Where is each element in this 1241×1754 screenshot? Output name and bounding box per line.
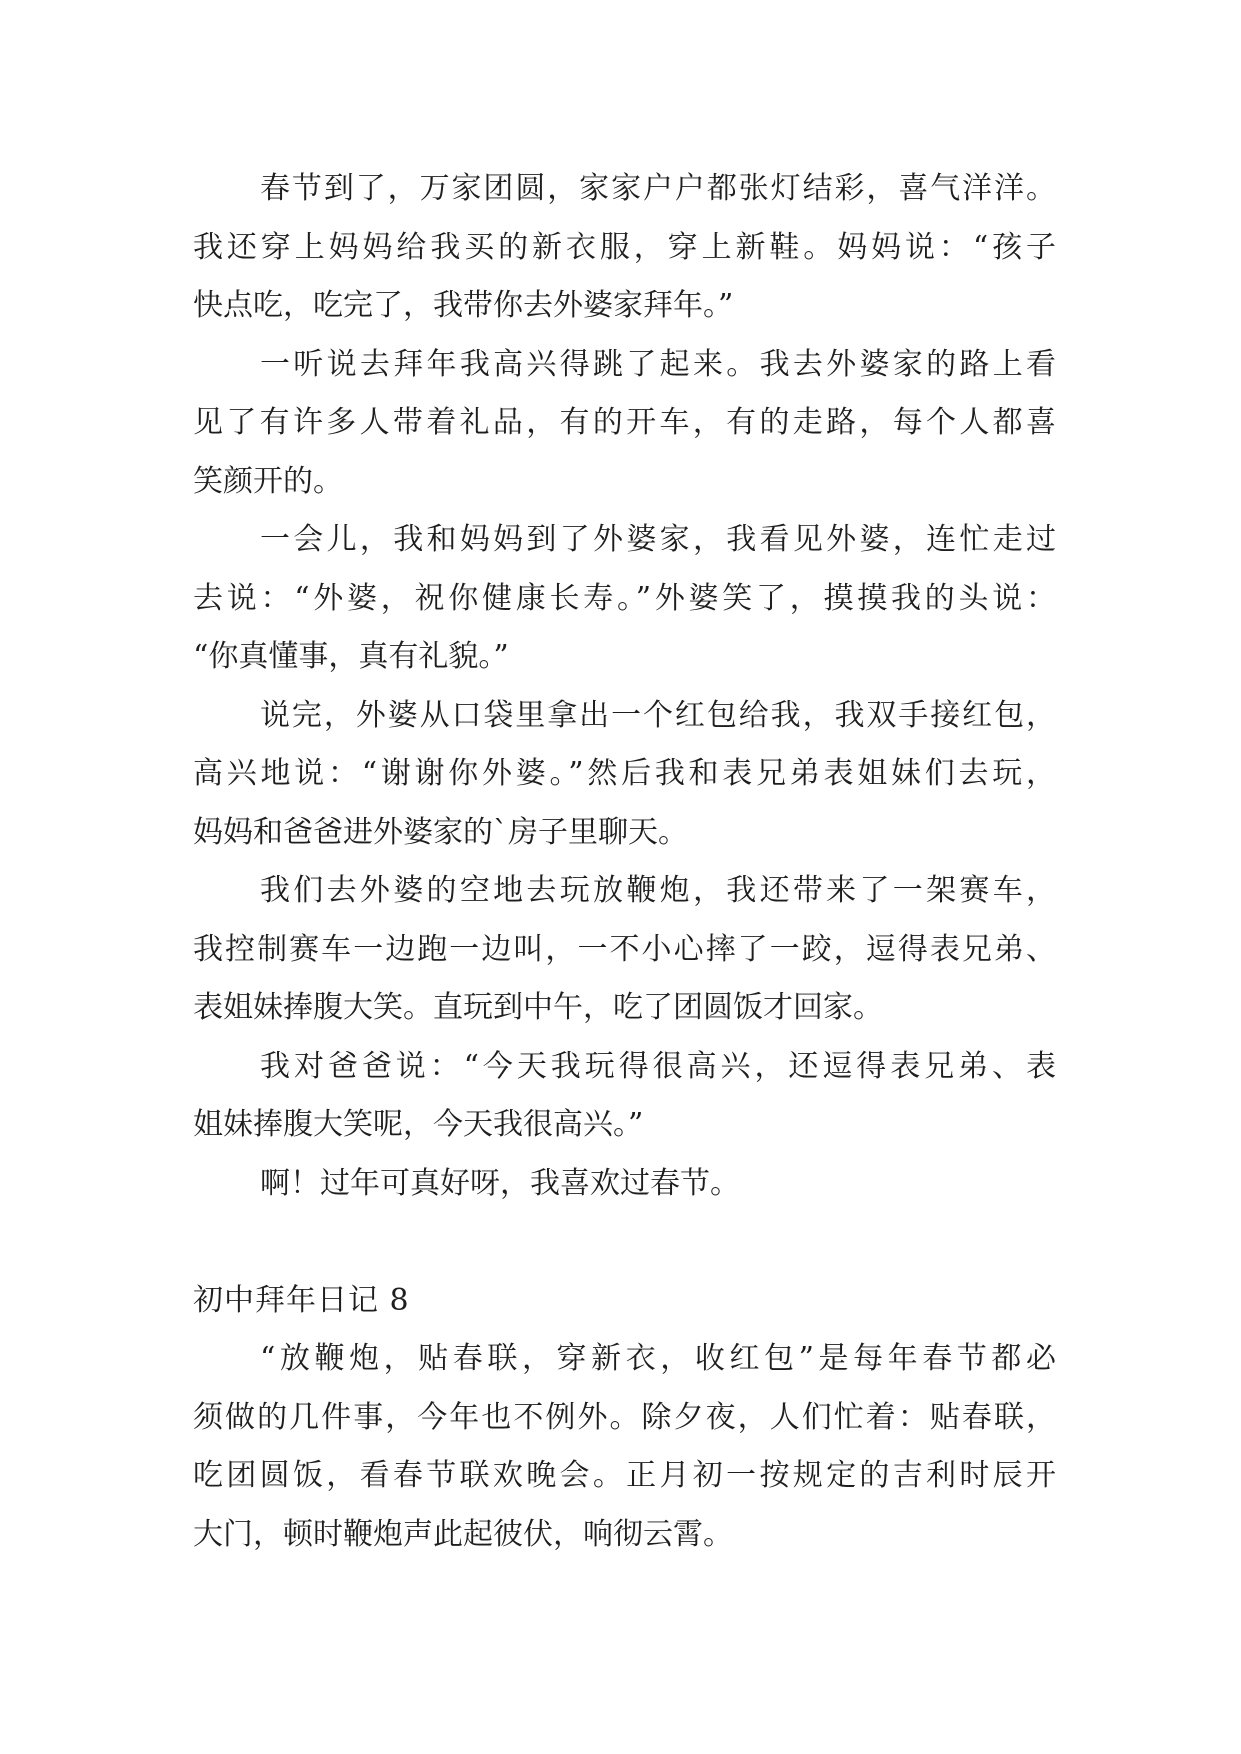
text-line: 高兴地说：“谢谢你外婆。”然后我和表兄弟表姐妹们去玩， <box>193 756 1056 791</box>
text-line: 啊！过年可真好呀，我喜欢过春节。 <box>260 1165 740 1201</box>
text-line: 快点吃，吃完了，我带你去外婆家拜年。” <box>193 288 734 323</box>
text-line: 妈妈和爸爸进外婆家的`房子里聊天。 <box>193 814 688 850</box>
paragraph <box>193 511 1056 687</box>
paragraph <box>193 336 1056 512</box>
text-line: 姐妹捧腹大笑呢，今天我很高兴。” <box>193 1107 644 1142</box>
section-title: 初中拜年日记 8 <box>193 1282 410 1318</box>
text-line: 吃团圆饭，看春节联欢晚会。正月初一按规定的吉利时辰开 <box>193 1458 1056 1493</box>
text-line: 大门，顿时鞭炮声此起彼伏，响彻云霄。 <box>193 1516 733 1552</box>
text-line: “放鞭炮，贴春联，穿新衣，收红包”是每年春节都必 <box>260 1341 1056 1376</box>
text-line: 去说：“外婆，祝你健康长寿。”外婆笑了，摸摸我的头说： <box>193 580 1056 616</box>
text-line: 我还穿上妈妈给我买的新衣服，穿上新鞋。妈妈说：“孩子 <box>193 229 1056 265</box>
text-line: 春节到了，万家团圆，家家户户都张灯结彩，喜气洋洋。 <box>260 171 1056 206</box>
text-line: 我控制赛车一边跑一边叫，一不小心摔了一跤，逗得表兄弟、 <box>193 931 1056 967</box>
text-line: 见了有许多人带着礼品，有的开车，有的走路，每个人都喜 <box>193 405 1056 440</box>
text-line: 须做的几件事，今年也不例外。除夕夜，人们忙着：贴春联， <box>193 1399 1056 1435</box>
text-line: 我对爸爸说：“今天我玩得很高兴，还逗得表兄弟、表 <box>260 1048 1056 1084</box>
text-line: 说完，外婆从口袋里拿出一个红包给我，我双手接红包， <box>260 697 1056 733</box>
paragraph <box>193 687 1056 863</box>
paragraph <box>193 1038 1056 1155</box>
paragraph <box>193 1330 1056 1564</box>
text-line: 一会儿，我和妈妈到了外婆家，我看见外婆，连忙走过 <box>260 522 1056 557</box>
text-line: 一听说去拜年我高兴得跳了起来。我去外婆家的路上看 <box>260 346 1056 382</box>
paragraph <box>193 1155 1056 1214</box>
text-line: 笑颜开的。 <box>193 463 343 499</box>
document-body <box>193 160 1056 1564</box>
paragraph <box>193 160 1056 336</box>
paragraph <box>193 862 1056 1038</box>
text-line: 我们去外婆的空地去玩放鞭炮，我还带来了一架赛车， <box>260 873 1056 908</box>
text-line: “你真懂事，真有礼貌。” <box>193 639 509 674</box>
section-spacer <box>193 1213 1056 1272</box>
text-line: 表姐妹捧腹大笑。直玩到中午，吃了团圆饭才回家。 <box>193 990 883 1025</box>
